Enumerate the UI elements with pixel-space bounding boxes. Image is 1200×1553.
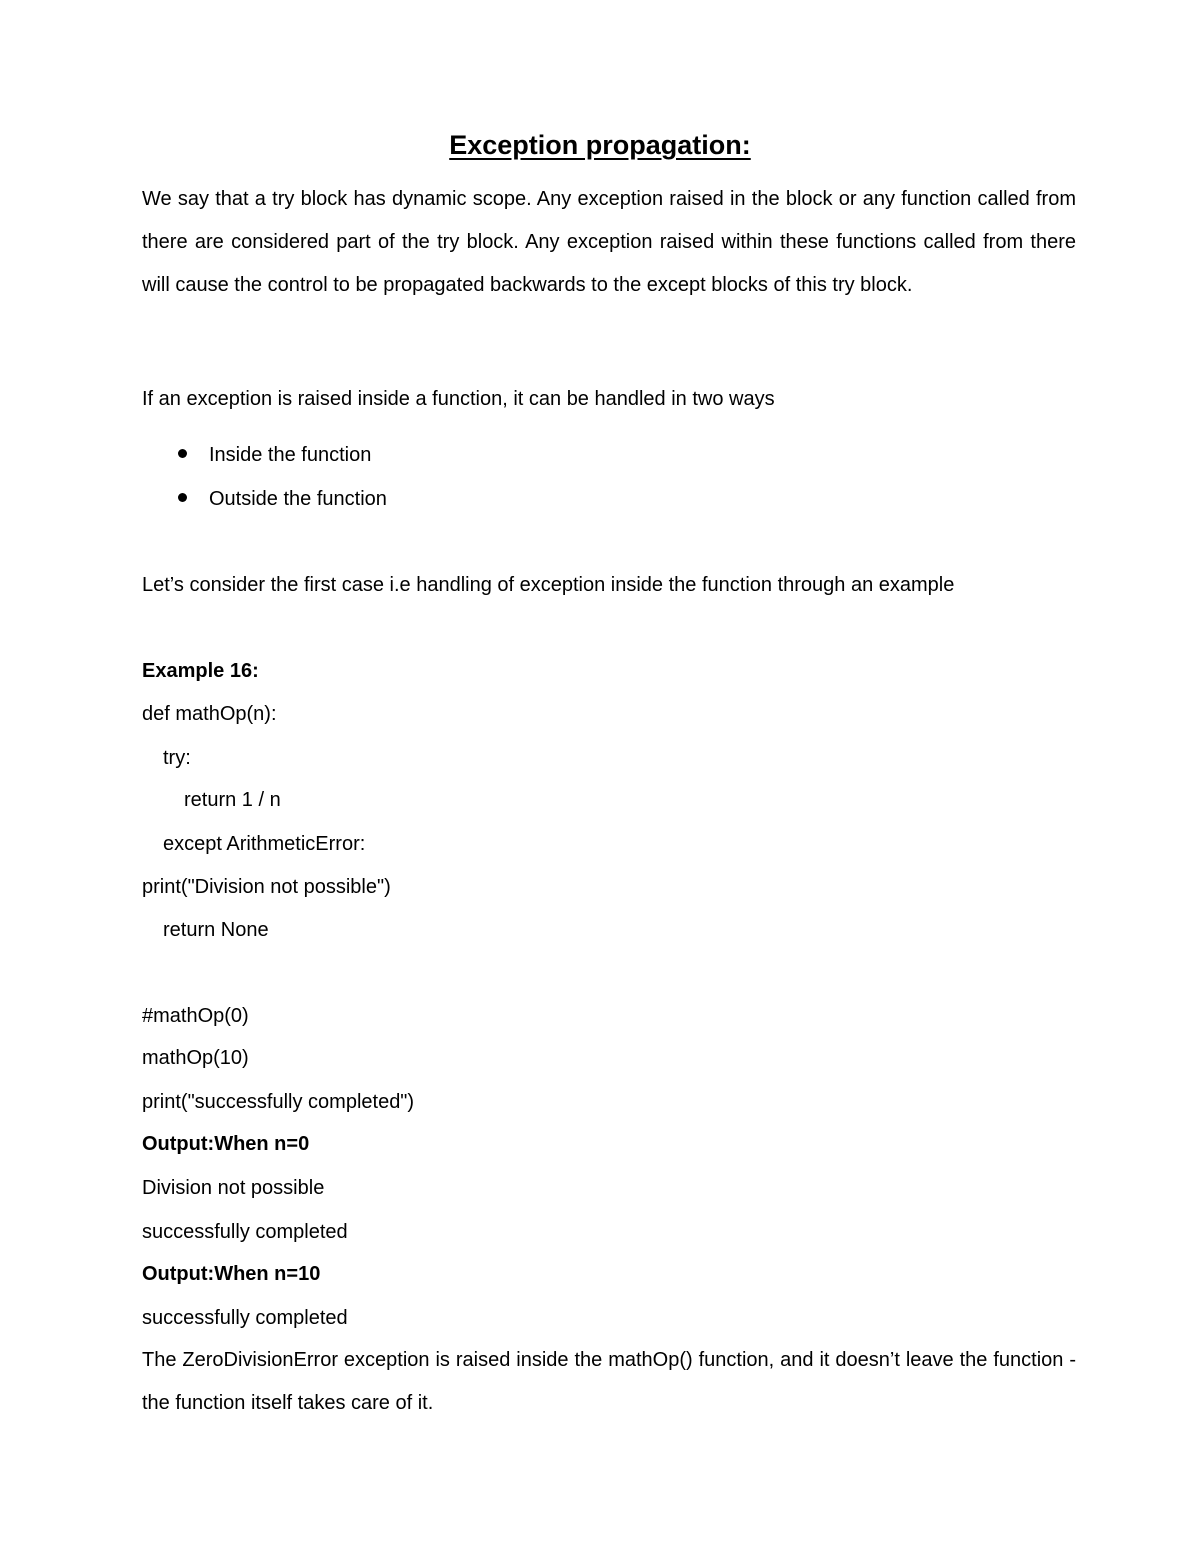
code-line: print("successfully completed")	[142, 1091, 415, 1113]
code-line: return 1 / n	[184, 789, 281, 811]
bullet-item	[178, 485, 387, 513]
bullet-item-label: Inside the function	[209, 444, 372, 466]
code-line: except ArithmeticError:	[163, 833, 366, 855]
page-title: Exception propagation:	[449, 130, 751, 160]
output-line: Division not possible	[142, 1177, 325, 1199]
output-line: successfully completed	[142, 1221, 348, 1243]
output-heading-n10: Output:When n=10	[142, 1263, 321, 1285]
code-line: #mathOp(0)	[142, 1005, 249, 1027]
bullet-item-label: Outside the function	[209, 488, 387, 510]
code-line: return None	[163, 919, 269, 941]
intro-paragraph: We say that a try block has dynamic scope. Any exception raised in the block or any function called from there are considered part of the try block. Any exception raised within these functions called from there will cause the control to be propagated backwards to the except blocks of this try block.	[142, 188, 1076, 296]
code-line: mathOp(10)	[142, 1047, 249, 1069]
first-case-sentence: Let’s consider the first case i.e handling of exception inside the function through an example	[142, 574, 955, 596]
example-heading: Example 16:	[142, 660, 259, 682]
code-line: print("Division not possible")	[142, 876, 391, 898]
output-heading-n0: Output:When n=0	[142, 1133, 310, 1155]
bullet-dot-icon	[178, 449, 187, 458]
bullet-dot-icon	[178, 493, 187, 502]
bullet-item	[178, 441, 371, 469]
code-line: try:	[163, 747, 191, 769]
handling-sentence: If an exception is raised inside a function, it can be handled in two ways	[142, 388, 775, 410]
conclusion-paragraph: The ZeroDivisionError exception is raised inside the mathOp() function, and it doesn’t leave the function - the function itself takes care of it.	[142, 1349, 1076, 1414]
code-line: def mathOp(n):	[142, 703, 277, 725]
output-line: successfully completed	[142, 1307, 348, 1329]
